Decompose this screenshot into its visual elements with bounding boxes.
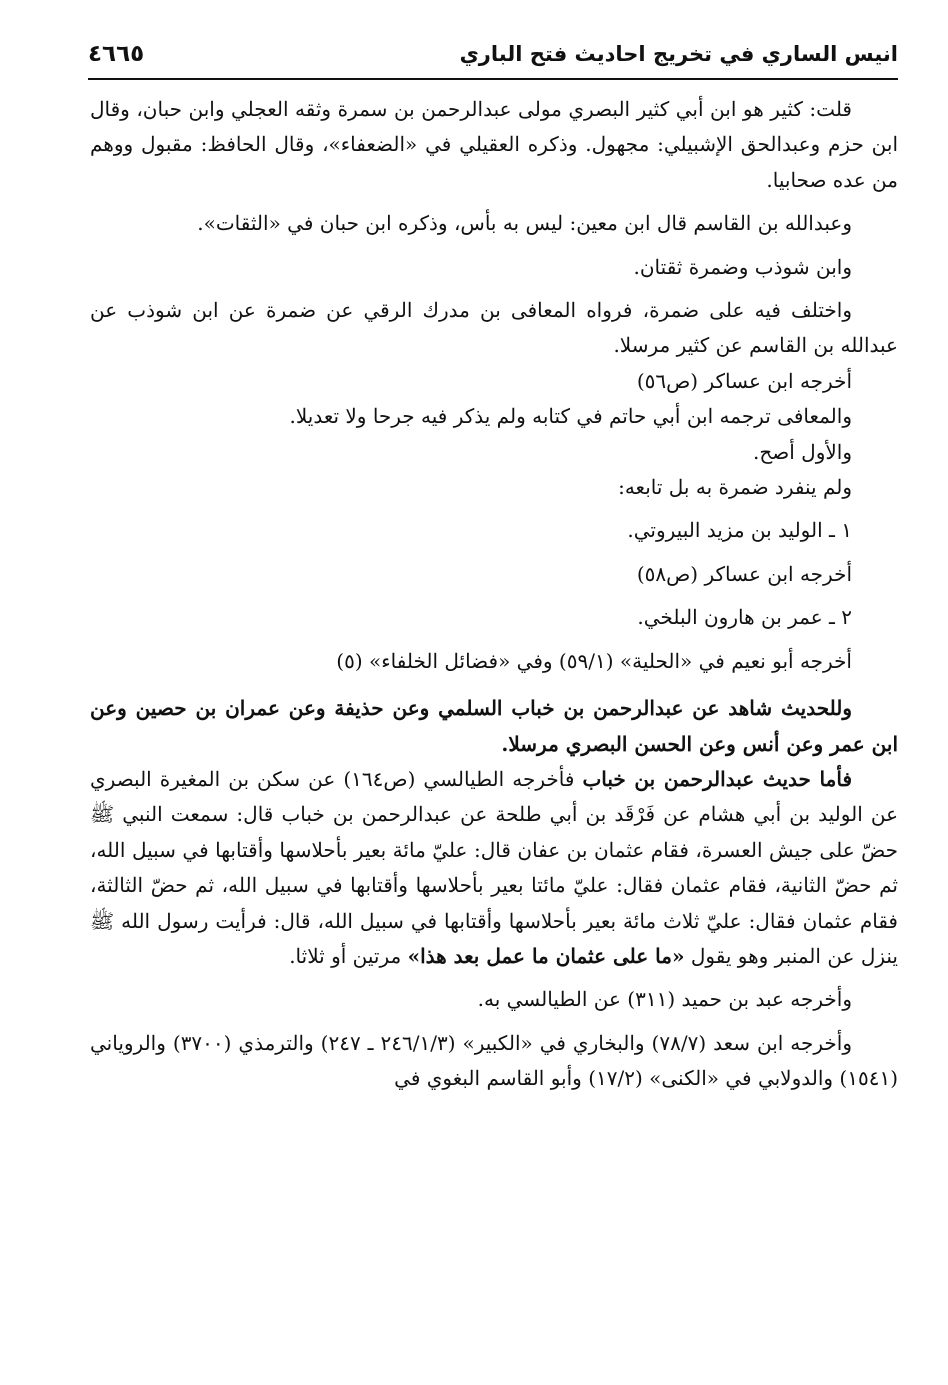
khabbab-text: فأخرجه الطيالسي (ص١٦٤) عن سكن بن المغيرة البصري عن الوليد بن أبي هشام عن فَرْقَد بن أبي طلحة عن عبدالرحمن بن خباب قال: سمعت النبي ﷺ حضّ على جيش العسرة، فقام عثمان بن عفان قال: عليّ مائة بعير بأحلاسها وأقتابها في سبيل الله، ثم حضّ الثانية، فقام عثمان فقال: عليّ مائتا بعير بأحلاسها وأقتابها في سبيل الله، ثم حضّ الثالثة، فقام عثمان فقال: عليّ ثلاث مائة بعير بأحلاسها وأقتابها في سبيل الله، قال: فرأيت رسول الله ﷺ ينزل عن المنبر وهو يقول <box>90 766 898 968</box>
list-item-1: ١ ـ الوليد بن مزيد البيروتي. <box>627 518 852 543</box>
paragraph-muafa: والمعافى ترجمه ابن أبي حاتم في كتابه ولم يذكر فيه جرحا ولا تعديلا. <box>289 404 852 429</box>
list-item-2: ٢ ـ عمر بن هارون البلخي. <box>637 605 852 630</box>
khabbab-quote: «ما على عثمان ما عمل بعد هذا» <box>407 943 685 968</box>
page-header <box>88 26 898 74</box>
paragraph-thiqatan: وابن شوذب وضمرة ثقتان. <box>633 254 852 279</box>
paragraph-mutabaa: ولم ينفرد ضمرة به بل تابعه: <box>618 475 852 500</box>
paragraph-ibn-saad: وأخرجه ابن سعد (٧٨/٧) والبخاري في «الكبير» (٢٤٦/١/٣ ـ ٢٤٧) والترمذي (٣٧٠٠) والروياني (١٥٤١) والدولابي في «الكنى» (١٧/٢) وأبو القاسم البغوي في <box>90 1030 898 1091</box>
khabbab-lead: فأما حديث عبدالرحمن بن خباب <box>582 766 853 791</box>
paragraph-shawahid: وللحديث شاهد عن عبدالرحمن بن خباب السلمي وعن حذيفة وعن عمران بن حصين وعن ابن عمر وعن أنس وعن الحسن البصري مرسلا. <box>90 696 898 756</box>
header-rule <box>88 78 898 80</box>
paragraph-abdullah: وعبدالله بن القاسم قال ابن معين: ليس به بأس، وذكره ابن حبان في «الثقات». <box>197 211 852 236</box>
paragraph-takhrij-2: أخرجه ابن عساكر (ص٥٨) <box>636 561 852 586</box>
paragraph-takhrij-3: أخرجه أبو نعيم في «الحلية» (٥٩/١) وفي «فضائل الخلفاء» (٥) <box>336 648 852 673</box>
paragraph-kathir: قلت: كثير هو ابن أبي كثير البصري مولى عبدالرحمن بن سمرة وثقه العجلي وابن حبان، وقال ابن حزم وعبدالحق الإشبيلي: مجهول. وذكره العقيلي في «الضعفاء»، وقال الحافظ: مقبول ووهم من عده صحابيا. <box>90 97 898 192</box>
page-number: ٤٦٦٥ <box>88 41 145 67</box>
khabbab-tail: مرتين أو ثلاثا. <box>289 943 408 968</box>
paragraph-takhrij-1: أخرجه ابن عساكر (ص٥٦) <box>636 368 852 393</box>
running-title: انيس الساري في تخريج احاديث فتح الباري <box>459 42 898 66</box>
paragraph-khabbab <box>90 762 898 974</box>
page-body <box>90 92 898 1097</box>
paragraph-asah: والأول أصح. <box>753 439 852 464</box>
paragraph-ikhtilaf: واختلف فيه على ضمرة، فرواه المعافى بن مدرك الرقي عن ضمرة عن ابن شوذب عن عبدالله بن القاسم عن كثير مرسلا. <box>90 298 898 358</box>
paragraph-abd-ibn-humayd: وأخرجه عبد بن حميد (٣١١) عن الطيالسي به. <box>477 987 852 1012</box>
